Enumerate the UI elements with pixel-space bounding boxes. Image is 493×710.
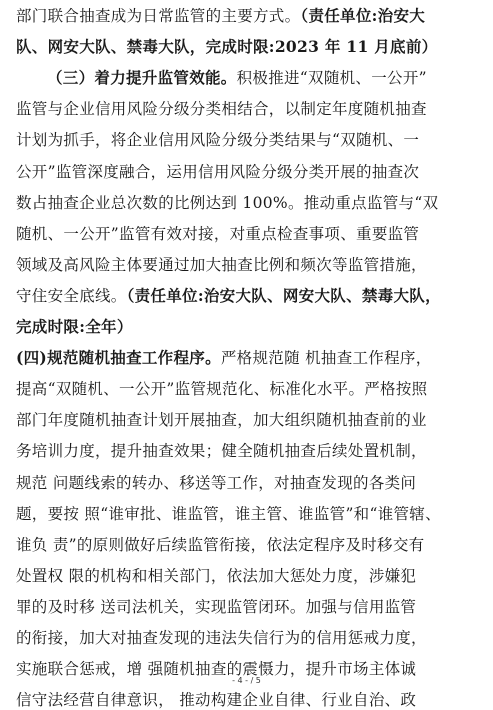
text-line [16, 193, 438, 213]
text-line [16, 535, 424, 555]
text-line [16, 597, 416, 617]
bold-text-segment: 队、网安大队、禁毒大队，完成时限:2023 年 11 月底前） [16, 37, 438, 57]
text-segment: 积极推进“双随机、一公开” [236, 69, 427, 88]
text-line [16, 566, 416, 586]
text-line [16, 162, 419, 182]
text-line [16, 441, 427, 461]
text-line [16, 317, 133, 337]
text-line [16, 99, 427, 119]
bold-text-segment: （责任单位:治安大队、网安大队、禁毒大队， [126, 285, 441, 305]
text-line [16, 37, 437, 57]
text-segment: 处置权 限的机构和相关部门，依法加大惩处力度，涉嫌犯 [16, 566, 417, 585]
text-line [16, 286, 441, 306]
text-segment: 领域及高风险主体要通过加大抽查比例和频次等监管措施， [16, 255, 427, 274]
text-segment: 数占抽查企业总次数的比例达到 100%。推动重点监管与“双 [16, 193, 439, 212]
text-line [16, 224, 419, 244]
text-segment: 公开”监管深度融合，运用信用风险分级分类开展的抽查次 [16, 162, 420, 181]
bold-text-segment: 完成时限:全年） [16, 317, 133, 336]
text-line [16, 6, 425, 26]
bold-text-segment: (四)规范随机抽查工作程序。 [16, 348, 221, 368]
text-segment: 监管与企业信用风险分级分类相结合，以制定年度随机抽查 [16, 100, 427, 119]
text-line [16, 410, 427, 430]
text-line [16, 255, 427, 275]
text-segment: 部门联合抽查成为日常监管的主要方式。 [16, 7, 301, 25]
text-segment: 罪的及时移 送司法机关，实现监管闭环。加强与信用监管 [16, 597, 417, 616]
text-line [16, 690, 416, 710]
text-segment: 严格规范随 机抽查工作程序， [220, 349, 432, 368]
text-segment: 守住安全底线。 [16, 286, 127, 305]
text-segment: 计划为抓手，将企业信用风险分级分类结果与“双随机、一 [16, 131, 420, 150]
bold-text-segment: （三）着力提升监管效能。 [47, 68, 237, 88]
text-line [16, 379, 427, 399]
text-line [16, 504, 441, 524]
text-segment: 的衔接，加大对抽查发现的违法失信行为的信用惩戒力度， [16, 629, 427, 647]
text-line [16, 473, 416, 493]
text-segment: 规范 问题线索的转办、移送等工作，对抽查发现的各类问 [16, 473, 417, 492]
text-segment: 部门年度随机抽查计划开展抽查，加大组织随机抽查前的业 [16, 411, 427, 430]
text-segment: 信守法经营自律意识， 推动构建企业自律、行业自治、政 [16, 691, 417, 710]
text-segment: 实施联合惩戒，增 强随机抽查的震慑力，提升市场主体诚 [16, 660, 417, 679]
text-line [16, 348, 432, 368]
text-line [16, 628, 427, 648]
text-segment: 务培训力度，提升抽查效果；健全随机抽查后续处置机制， [16, 442, 427, 461]
text-line [47, 68, 427, 88]
text-segment: 谁负 责”的原则做好后续监管衔接，依法定程序及时移交有 [16, 535, 425, 554]
text-segment: 题，要按 照“谁审批、谁监管，谁主管、谁监管”和“谁管辖、 [16, 504, 441, 523]
text-segment: 随机、一公开”监管有效对接，对重点检查事项、重要监管 [16, 224, 420, 243]
page-number: - 4 - / 5 [232, 676, 261, 685]
text-segment: 提高“双随机、一公开”监管规范化、标准化水平。严格按照 [16, 380, 428, 399]
text-line [16, 130, 419, 150]
bold-text-segment: （责任单位:治安大 [300, 6, 426, 25]
